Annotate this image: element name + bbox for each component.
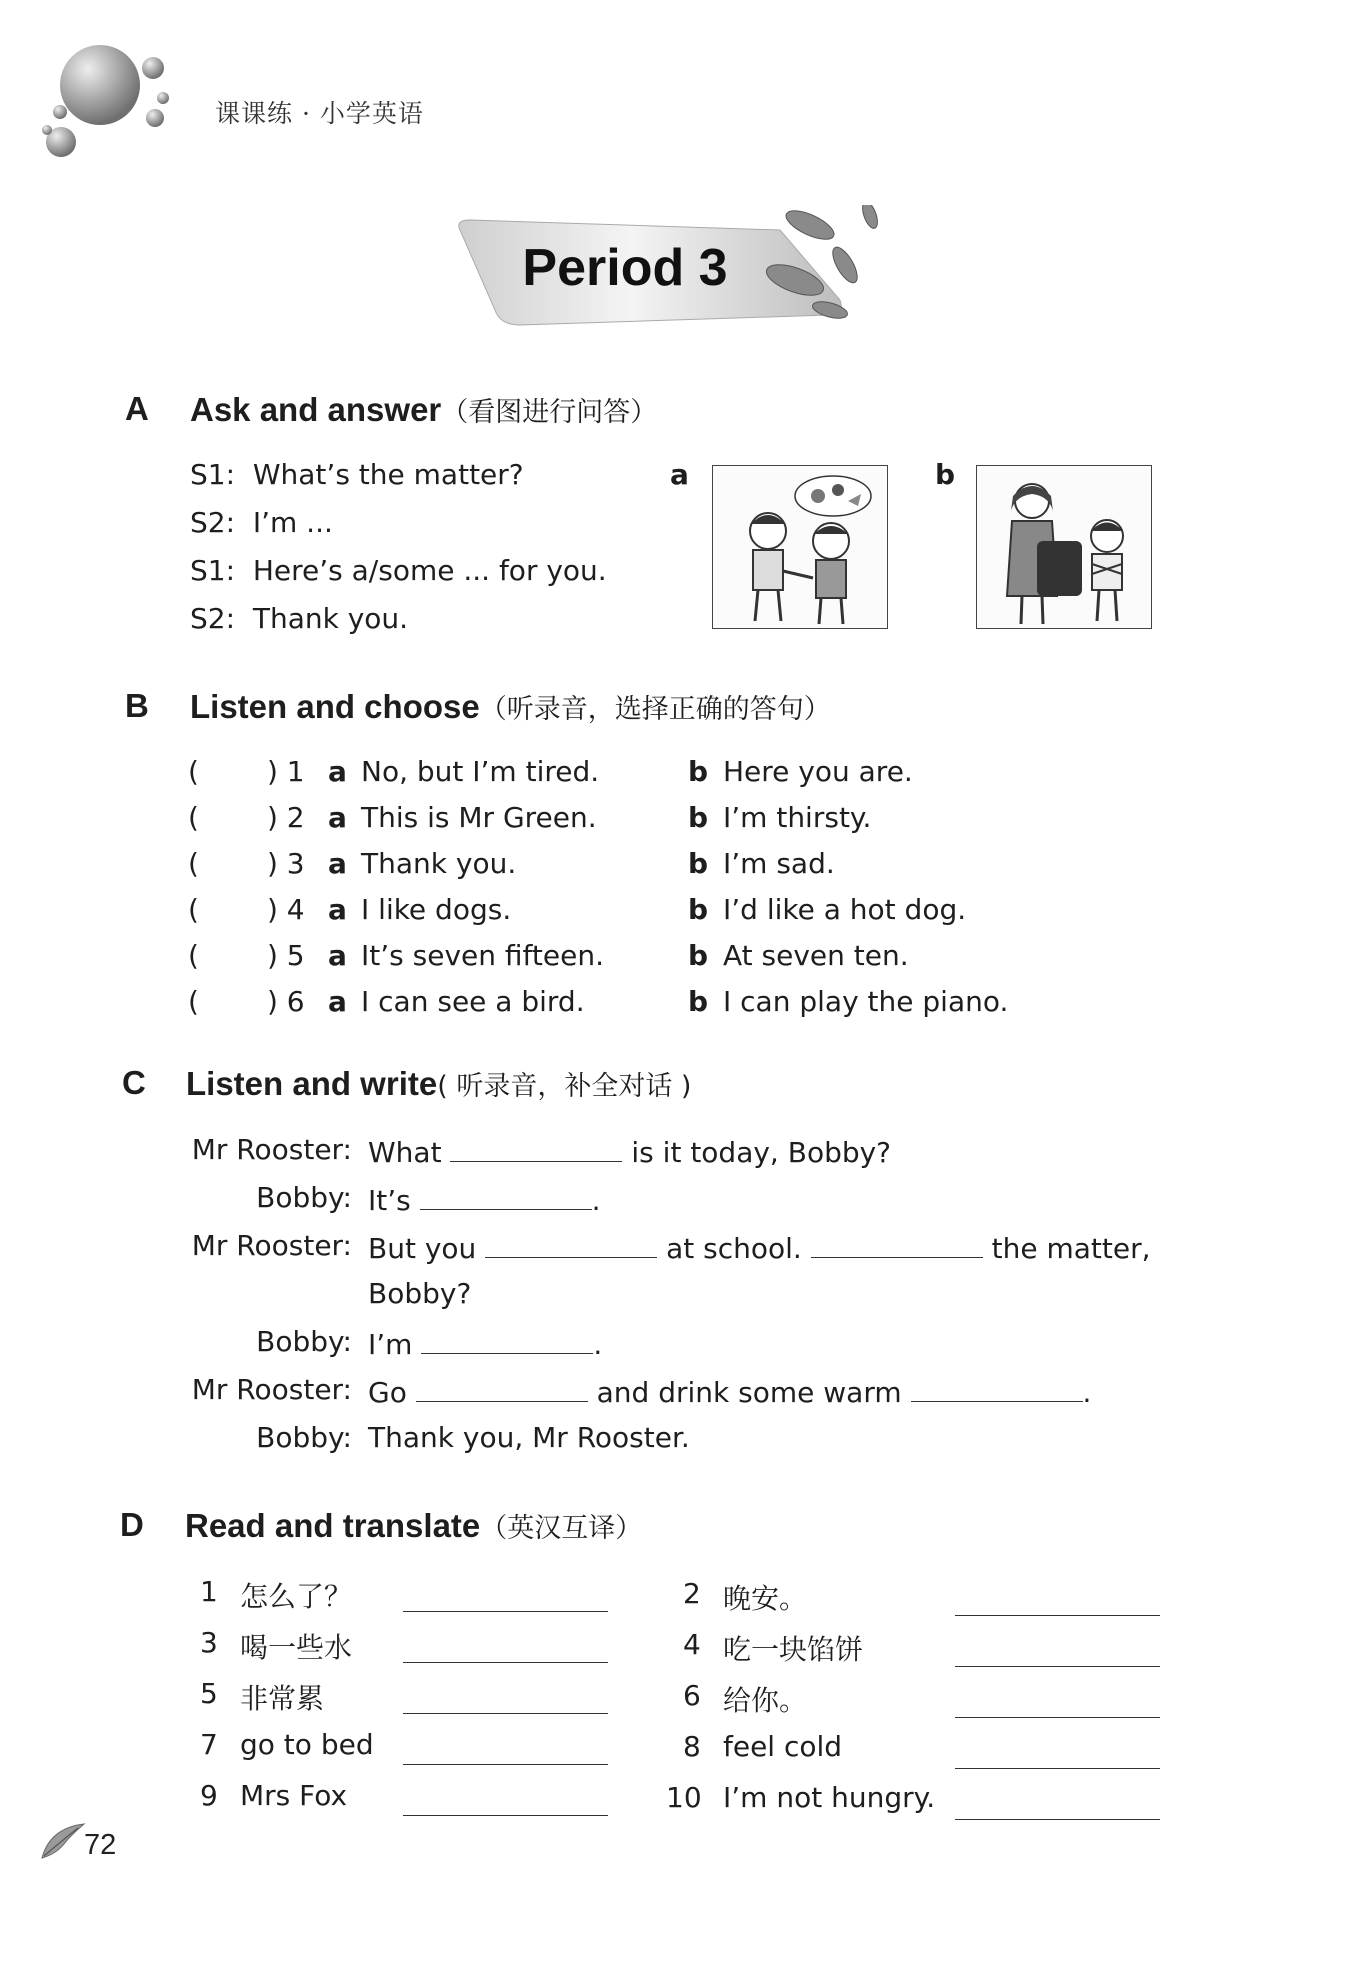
- section-d-letter: D: [120, 1506, 144, 1543]
- answer-line[interactable]: [403, 1764, 608, 1765]
- option-b-text: I can play the piano.: [723, 985, 1009, 1018]
- option-b-label: b: [688, 893, 709, 926]
- item-number: 7: [200, 1728, 218, 1761]
- option-b-text: Here you are.: [723, 755, 913, 788]
- option-b-label: b: [688, 755, 709, 788]
- answer-line[interactable]: [955, 1615, 1160, 1616]
- item-number: 2: [683, 1577, 701, 1610]
- dialogue-line: [190, 602, 408, 635]
- speaker: S1:: [190, 458, 236, 491]
- blank-input[interactable]: [416, 1373, 588, 1402]
- answer-bracket[interactable]: ( ): [188, 939, 278, 972]
- answer-line[interactable]: [955, 1717, 1160, 1718]
- section-d-title: [185, 1506, 642, 1545]
- answer-bracket[interactable]: ( ): [188, 985, 278, 1018]
- list-item: [188, 939, 305, 972]
- item-text: I’m not hungry.: [723, 1781, 936, 1814]
- option-a-label: a: [328, 985, 347, 1018]
- blank-input[interactable]: [421, 1325, 593, 1354]
- dialogue-line: But you at school. the matter,: [368, 1229, 1151, 1265]
- section-a-title-cn: （看图进行问答）: [441, 397, 658, 428]
- speaker-name: Bobby:: [256, 1181, 352, 1214]
- option-a-label: a: [328, 755, 347, 788]
- answer-bracket[interactable]: ( ): [188, 755, 278, 788]
- item-number: 9: [200, 1779, 218, 1812]
- dialogue-line: I’m .: [368, 1325, 602, 1361]
- option-a-label: a: [328, 893, 347, 926]
- blank-input[interactable]: [450, 1133, 622, 1162]
- list-item: [188, 985, 305, 1018]
- option-b-label: b: [688, 801, 709, 834]
- section-b-title-cn: （听录音，选择正确的答句）: [479, 694, 831, 725]
- section-d-title-cn: （英汉互译）: [480, 1513, 643, 1544]
- picture-b-label: b: [935, 458, 956, 491]
- picture-a-label: a: [670, 458, 689, 491]
- speaker-name: Mr Rooster:: [191, 1229, 352, 1262]
- item-text: feel cold: [723, 1730, 843, 1763]
- item-text: go to bed: [240, 1728, 374, 1761]
- item-number: 4: [683, 1628, 701, 1661]
- item-number: 5: [286, 939, 305, 972]
- section-c-title-cn: ( 听录音，补全对话 ): [437, 1071, 692, 1102]
- blank-input[interactable]: [811, 1229, 983, 1258]
- speaker-name: Bobby:: [256, 1421, 352, 1454]
- item-text: 给你。: [723, 1684, 808, 1717]
- option-b-label: b: [688, 985, 709, 1018]
- dialogue-line: Go and drink some warm .: [368, 1373, 1091, 1409]
- dialogue-line: [190, 458, 524, 491]
- line-text: What’s the matter?: [252, 458, 524, 491]
- answer-line[interactable]: [955, 1819, 1160, 1820]
- option-a-text: I like dogs.: [361, 893, 512, 926]
- list-item: [188, 755, 305, 788]
- section-d-title-en: Read and translate: [185, 1507, 481, 1544]
- item-number: 4: [286, 893, 305, 926]
- section-a-title-en: Ask and answer: [190, 391, 442, 428]
- section-c-title-en: Listen and write: [186, 1065, 438, 1102]
- answer-line[interactable]: [403, 1713, 608, 1714]
- option-b-label: b: [688, 939, 709, 972]
- option-a-text: This is Mr Green.: [361, 801, 597, 834]
- list-item: [188, 893, 305, 926]
- option-a-text: It’s seven fifteen.: [361, 939, 604, 972]
- picture-b-illustration: [976, 465, 1152, 629]
- section-a-letter: A: [125, 390, 149, 427]
- option-b-text: I’d like a hot dog.: [723, 893, 967, 926]
- dialogue-line: [190, 506, 333, 539]
- option-b-label: b: [688, 847, 709, 880]
- option-a-label: a: [328, 847, 347, 880]
- dialogue-line: Thank you, Mr Rooster.: [368, 1421, 690, 1454]
- item-text: 喝一些水: [240, 1631, 353, 1664]
- section-c-letter: C: [122, 1064, 146, 1101]
- item-text: 吃一块馅饼: [723, 1633, 864, 1666]
- leaf-icon: [40, 1822, 86, 1862]
- item-number: 6: [683, 1679, 701, 1712]
- page-title: Period 3: [522, 239, 728, 297]
- speaker-name: Bobby:: [256, 1325, 352, 1358]
- list-item: [188, 801, 305, 834]
- answer-line[interactable]: [403, 1662, 608, 1663]
- answer-bracket[interactable]: ( ): [188, 847, 278, 880]
- answer-line[interactable]: [403, 1815, 608, 1816]
- blank-input[interactable]: [420, 1181, 592, 1210]
- line-text: Here’s a/some ... for you.: [252, 554, 607, 587]
- item-number: 1: [286, 755, 305, 788]
- item-text: 怎么了？: [240, 1580, 353, 1613]
- answer-bracket[interactable]: ( ): [188, 801, 278, 834]
- option-b-text: I’m thirsty.: [723, 801, 872, 834]
- page-number: 72: [84, 1829, 117, 1861]
- speaker: S2:: [190, 506, 236, 539]
- blank-input[interactable]: [485, 1229, 657, 1258]
- item-text: Mrs Fox: [240, 1779, 348, 1812]
- dialogue-line: It’s .: [368, 1181, 601, 1217]
- dialogue-line: Bobby?: [368, 1277, 472, 1310]
- option-a-label: a: [328, 939, 347, 972]
- item-number: 5: [200, 1677, 218, 1710]
- item-text: 非常累: [240, 1682, 325, 1715]
- item-number: 8: [683, 1730, 701, 1763]
- item-number: 10: [666, 1781, 702, 1814]
- section-b-title-en: Listen and choose: [190, 688, 480, 725]
- line-text: I’m ...: [252, 506, 333, 539]
- dialogue-line: [190, 554, 607, 587]
- answer-bracket[interactable]: ( ): [188, 893, 278, 926]
- series-title: 课课练 · 小学英语: [215, 99, 424, 128]
- speaker: S1:: [190, 554, 236, 587]
- blank-input[interactable]: [911, 1373, 1083, 1402]
- item-number: 3: [200, 1626, 218, 1659]
- item-number: 6: [286, 985, 305, 1018]
- option-b-text: I’m sad.: [723, 847, 835, 880]
- answer-line[interactable]: [955, 1768, 1160, 1769]
- bubbles-decoration: [35, 40, 175, 170]
- option-a-text: I can see a bird.: [361, 985, 585, 1018]
- item-number: 3: [286, 847, 305, 880]
- item-number: 1: [200, 1575, 218, 1608]
- option-a-text: Thank you.: [361, 847, 517, 880]
- section-b-letter: B: [125, 687, 149, 724]
- dialogue-line: What is it today, Bobby?: [368, 1133, 891, 1169]
- option-a-text: No, but I’m tired.: [361, 755, 600, 788]
- item-number: 2: [286, 801, 305, 834]
- line-text: Thank you.: [252, 602, 409, 635]
- speaker-name: Mr Rooster:: [191, 1373, 352, 1406]
- speaker-name: Mr Rooster:: [191, 1133, 352, 1166]
- speaker: S2:: [190, 602, 236, 635]
- section-a-title: [190, 390, 657, 429]
- option-a-label: a: [328, 801, 347, 834]
- section-b-title: [190, 687, 831, 726]
- picture-a-illustration: [712, 465, 888, 629]
- answer-line[interactable]: [955, 1666, 1160, 1667]
- item-text: 晚安。: [723, 1582, 808, 1615]
- section-c-title: [186, 1064, 691, 1103]
- answer-line[interactable]: [403, 1611, 608, 1612]
- list-item: [188, 847, 305, 880]
- option-b-text: At seven ten.: [723, 939, 909, 972]
